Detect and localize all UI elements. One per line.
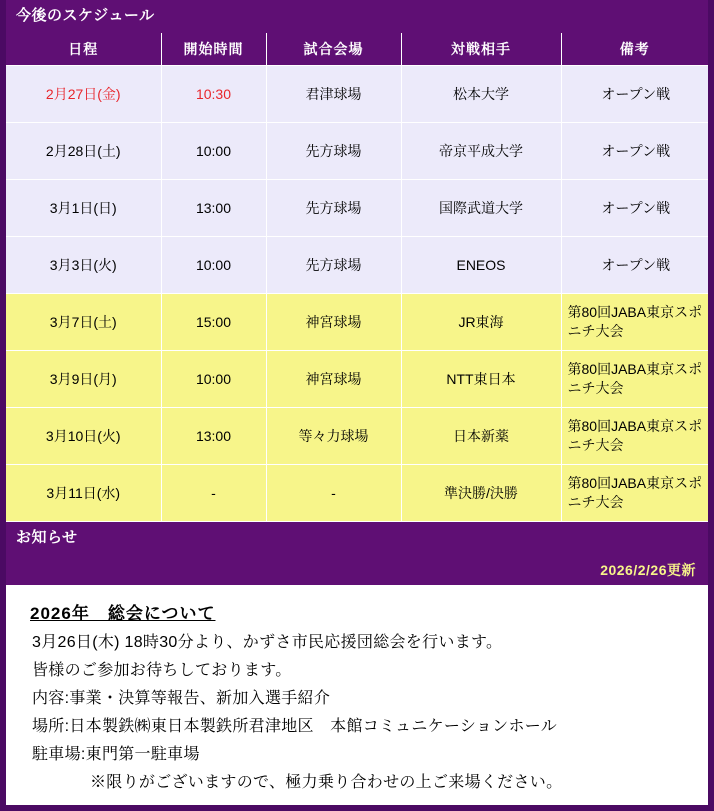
cell-date: 3月11日(水) — [6, 465, 161, 522]
cell-date: 3月3日(火) — [6, 237, 161, 294]
cell-date: 3月1日(日) — [6, 180, 161, 237]
cell-note: 第80回JABA東京スポニチ大会 — [561, 465, 708, 522]
last-updated-text: 2026/2/26更新 — [600, 562, 696, 578]
cell-start-time: 13:00 — [161, 180, 266, 237]
cell-note: 第80回JABA東京スポニチ大会 — [561, 408, 708, 465]
table-row — [6, 123, 708, 180]
notice-title: 2026年 総会について — [30, 604, 216, 623]
schedule-table — [6, 33, 708, 522]
schedule-section-title: 今後のスケジュール — [6, 0, 708, 33]
table-row — [6, 180, 708, 237]
cell-start-time: 13:00 — [161, 408, 266, 465]
cell-date: 3月9日(月) — [6, 351, 161, 408]
table-row — [6, 351, 708, 408]
cell-start-time: 10:00 — [161, 123, 266, 180]
cell-start-time: 10:00 — [161, 351, 266, 408]
notice-line: 場所:日本製鉄㈱東日本製鉄所君津地区 本館コミュニケーションホール — [32, 718, 558, 735]
column-header-date: 日程 — [6, 33, 161, 66]
cell-venue: 先方球場 — [266, 123, 401, 180]
column-header-note: 備考 — [561, 33, 708, 66]
table-row — [6, 465, 708, 522]
cell-start-time: 10:00 — [161, 237, 266, 294]
cell-opponent: 日本新薬 — [401, 408, 561, 465]
cell-date: 2月27日(金) — [6, 66, 161, 123]
cell-date: 2月28日(土) — [6, 123, 161, 180]
cell-note: オープン戦 — [561, 180, 708, 237]
notice-updated-bar — [6, 555, 708, 585]
cell-opponent: ENEOS — [401, 237, 561, 294]
cell-note: 第80回JABA東京スポニチ大会 — [561, 351, 708, 408]
cell-start-time: 15:00 — [161, 294, 266, 351]
cell-venue: 神宮球場 — [266, 294, 401, 351]
notice-line: 駐車場:東門第一駐車場 — [32, 746, 200, 763]
cell-note: オープン戦 — [561, 123, 708, 180]
cell-venue: 先方球場 — [266, 237, 401, 294]
notice-section-title: お知らせ — [6, 522, 708, 555]
cell-date: 3月7日(土) — [6, 294, 161, 351]
notice-body — [6, 585, 708, 809]
notice-line: 3月26日(木) 18時30分より、かずさ市民応援団総会を行います。 — [32, 634, 503, 651]
table-row — [6, 294, 708, 351]
cell-opponent: 松本大学 — [401, 66, 561, 123]
cell-opponent: JR東海 — [401, 294, 561, 351]
column-header-opponent: 対戦相手 — [401, 33, 561, 66]
cell-note: オープン戦 — [561, 66, 708, 123]
cell-venue: 先方球場 — [266, 180, 401, 237]
table-row — [6, 66, 708, 123]
cell-venue: - — [266, 465, 401, 522]
notice-line: 皆様のご参加お待ちしております。 — [32, 662, 292, 679]
table-row — [6, 408, 708, 465]
cell-venue: 神宮球場 — [266, 351, 401, 408]
cell-venue: 君津球場 — [266, 66, 401, 123]
table-header-row — [6, 33, 708, 66]
cell-opponent: 準決勝/決勝 — [401, 465, 561, 522]
bottom-border — [6, 805, 714, 811]
cell-start-time: - — [161, 465, 266, 522]
table-row — [6, 237, 708, 294]
column-header-venue: 試合会場 — [266, 33, 401, 66]
cell-note: オープン戦 — [561, 237, 708, 294]
cell-start-time: 10:30 — [161, 66, 266, 123]
column-header-start-time: 開始時間 — [161, 33, 266, 66]
cell-note: 第80回JABA東京スポニチ大会 — [561, 294, 708, 351]
cell-opponent: 帝京平成大学 — [401, 123, 561, 180]
cell-opponent: NTT東日本 — [401, 351, 561, 408]
notice-section — [6, 522, 708, 809]
cell-date: 3月10日(火) — [6, 408, 161, 465]
cell-venue: 等々力球場 — [266, 408, 401, 465]
notice-line: 内容:事業・決算等報告、新加入選手紹介 — [32, 690, 331, 707]
notice-line-indented: ※限りがございますので、極力乗り合わせの上ご来場ください。 — [90, 774, 563, 791]
cell-opponent: 国際武道大学 — [401, 180, 561, 237]
